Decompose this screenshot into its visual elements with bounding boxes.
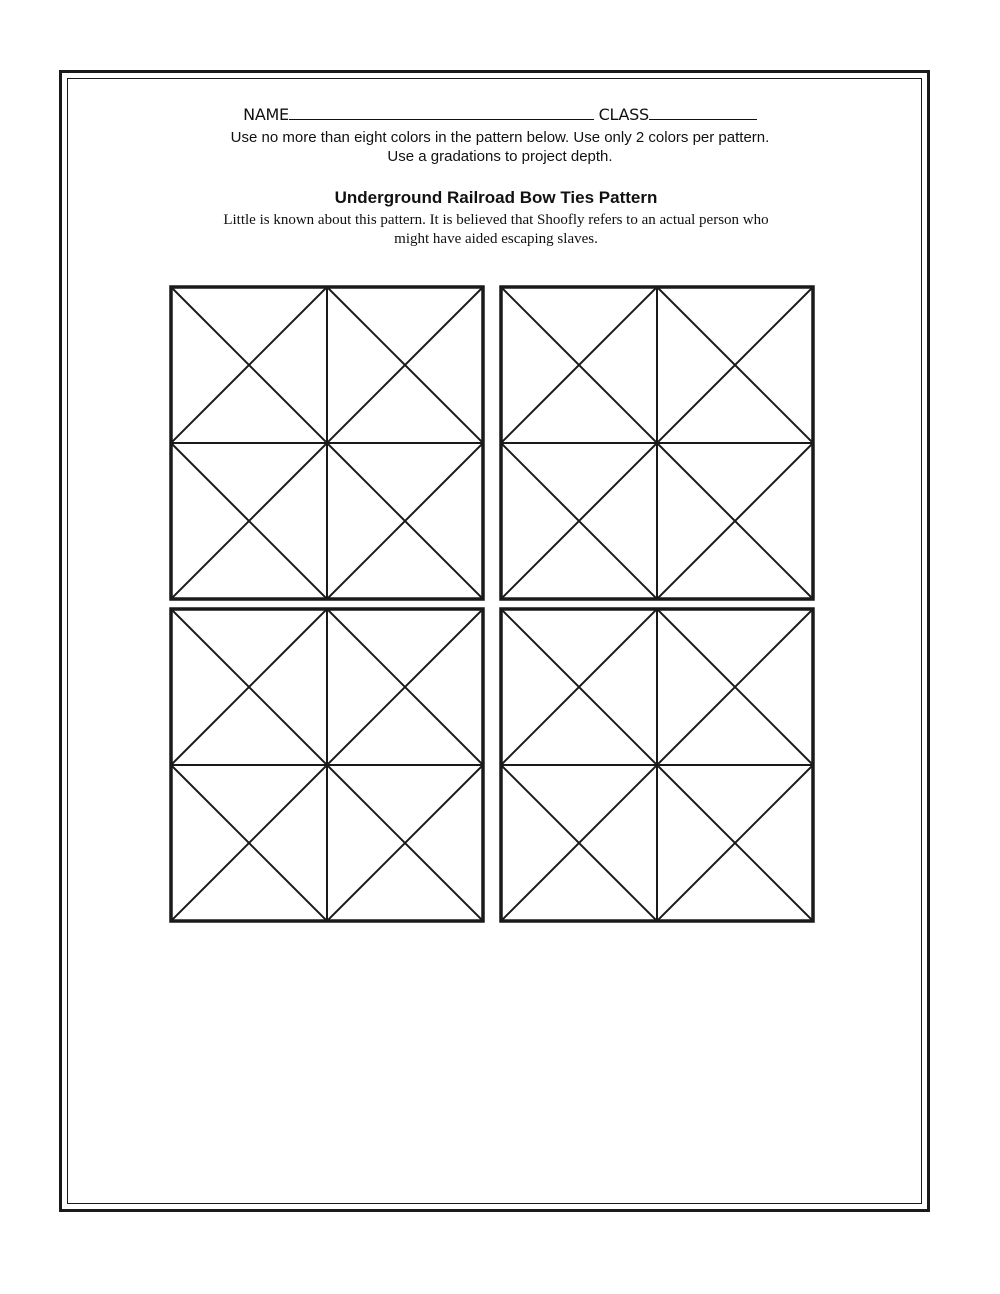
name-label: NAME: [243, 105, 289, 124]
quilt-block-drawing: [169, 607, 485, 923]
quilt-block-top-left[interactable]: [169, 285, 485, 601]
name-blank[interactable]: [289, 103, 594, 120]
name-class-line: [0, 103, 1000, 124]
instructions: [0, 128, 1000, 166]
quilt-block-bottom-left[interactable]: [169, 607, 485, 923]
description-line-2: might have aided escaping slaves.: [394, 231, 598, 247]
quilt-block-drawing: [169, 285, 485, 601]
instructions-line-1: Use no more than eight colors in the pattern below. Use only 2 colors per pattern.: [230, 129, 770, 146]
pattern-description: [0, 211, 992, 249]
quilt-block-top-right[interactable]: [499, 285, 815, 601]
pattern-title: Underground Railroad Bow Ties Pattern: [334, 188, 658, 207]
instructions-line-2: Use a gradations to project depth.: [387, 148, 613, 165]
class-label: CLASS: [598, 105, 649, 124]
description-line-1: Little is known about this pattern. It is believed that Shoofly refers to an actual person who: [223, 212, 769, 228]
quilt-block-bottom-right[interactable]: [499, 607, 815, 923]
class-blank[interactable]: [649, 103, 757, 120]
quilt-block-drawing: [499, 285, 815, 601]
quilt-block-drawing: [499, 607, 815, 923]
